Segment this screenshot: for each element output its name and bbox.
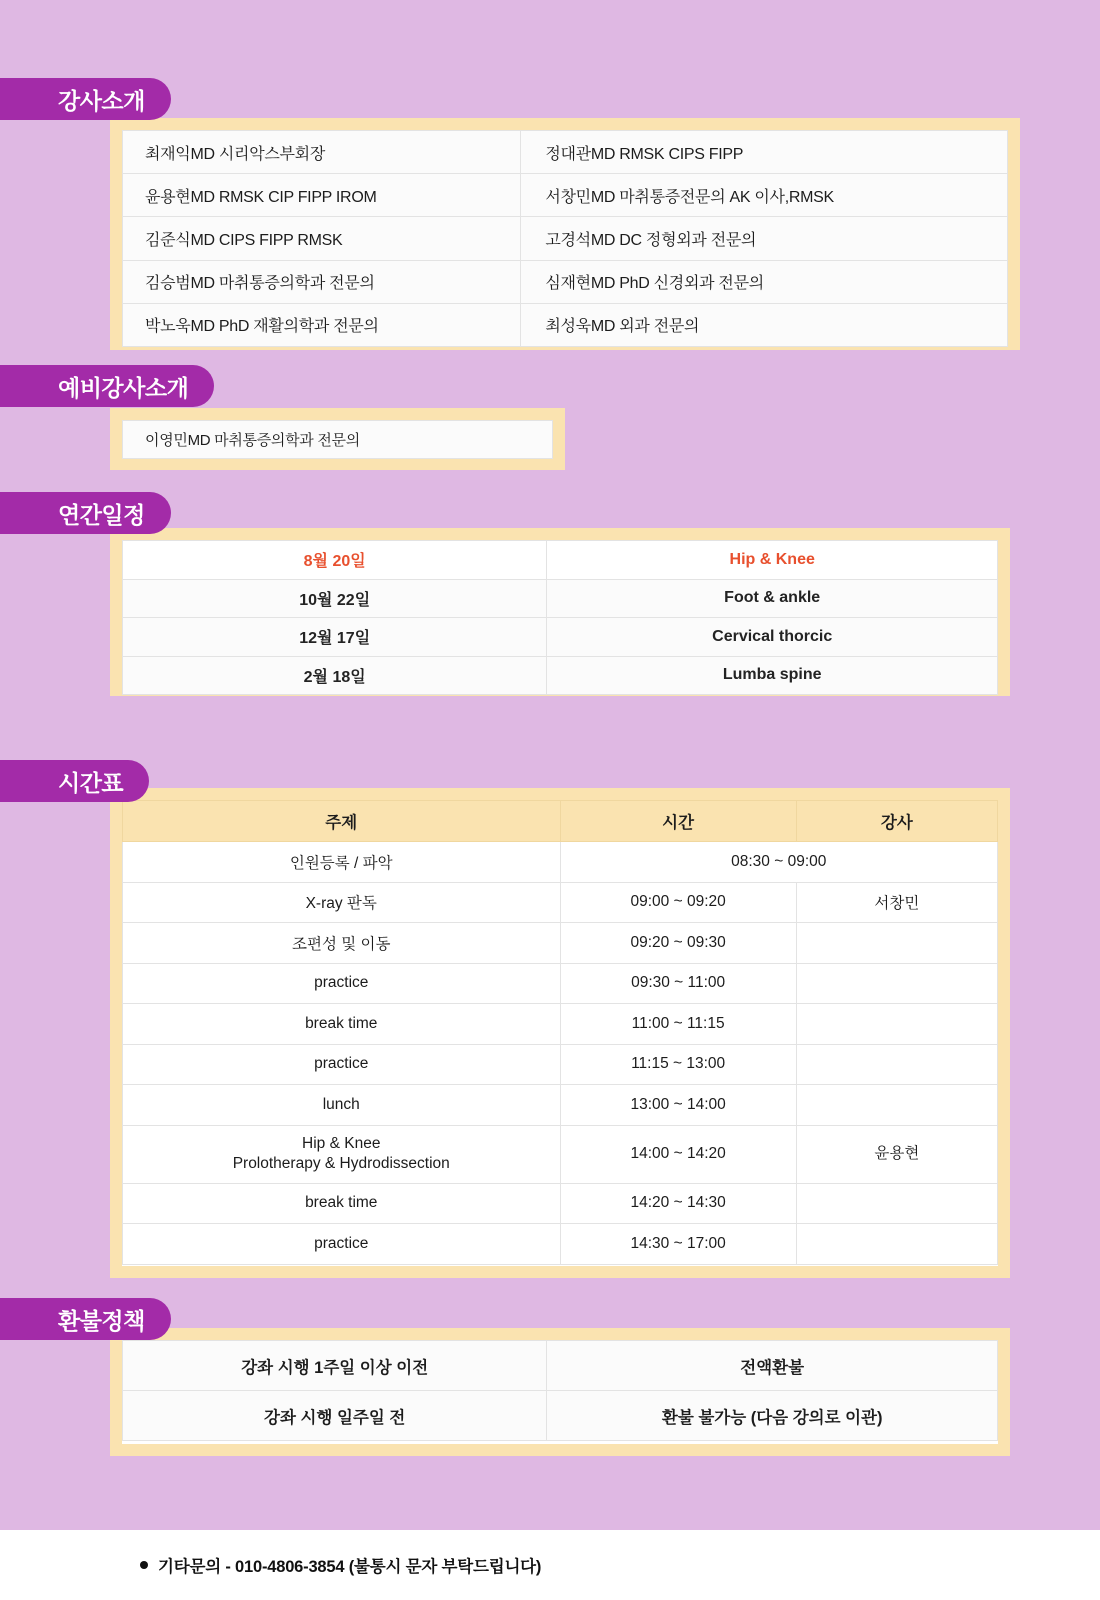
- table-row: [123, 1125, 998, 1183]
- section-tab-lecturers-label: 강사소개: [58, 87, 145, 114]
- annual-schedule-card-inner: [122, 540, 998, 684]
- lecturer-cell: 김승범MD 마취통증의학과 전문의: [123, 260, 521, 303]
- refund-result: 환불 불가능 (다음 강의로 이관): [547, 1391, 998, 1441]
- table-row: [123, 618, 998, 657]
- table-row: [123, 217, 1008, 260]
- table-row: [123, 1341, 998, 1391]
- table-row: [123, 842, 998, 883]
- table-row: [123, 1004, 998, 1045]
- timetable-topic: practice: [123, 1224, 561, 1265]
- timetable-topic: break time: [123, 1004, 561, 1045]
- timetable-lecturer: [796, 923, 997, 964]
- timetable-lecturer: [796, 1183, 997, 1224]
- table-row: [123, 1224, 998, 1265]
- annual-schedule-table: [122, 540, 998, 695]
- section-tab-annual-schedule: [0, 492, 171, 534]
- pre-lecturers-card-inner: [122, 420, 553, 458]
- lecturers-card-inner: [122, 130, 1008, 338]
- timetable-lecturer: [796, 1085, 997, 1126]
- lecturer-cell: 고경석MD DC 정형외과 전문의: [521, 217, 1008, 260]
- schedule-date: 2월 18일: [123, 656, 547, 695]
- lecturers-table: [122, 130, 1008, 347]
- table-row: [123, 131, 1008, 174]
- timetable-topic: 조편성 및 이동: [123, 923, 561, 964]
- timetable-topic: X-ray 판독: [123, 882, 561, 923]
- timetable-card: [110, 788, 1010, 1278]
- timetable-time: 09:30 ~ 11:00: [560, 963, 796, 1004]
- table-row: [123, 303, 1008, 346]
- refund-condition: 강좌 시행 1주일 이상 이전: [123, 1341, 547, 1391]
- table-row: [123, 1183, 998, 1224]
- table-row: [123, 579, 998, 618]
- pre-lecturers-table: [122, 420, 553, 459]
- timetable-lecturer: [796, 963, 997, 1004]
- section-tab-timetable-label: 시간표: [58, 769, 124, 796]
- table-row: [123, 923, 998, 964]
- lecturer-cell: 심재현MD PhD 신경외과 전문의: [521, 260, 1008, 303]
- timetable-header-topic: 주제: [123, 801, 561, 842]
- timetable-header-lecturer: 강사: [796, 801, 997, 842]
- footer-contact-text: 기타문의 - 010-4806-3854 (불통시 문자 부탁드립니다): [158, 1558, 542, 1576]
- lecturer-cell: 최재익MD 시리악스부회장: [123, 131, 521, 174]
- table-row: [123, 260, 1008, 303]
- timetable-time: 14:00 ~ 14:20: [560, 1125, 796, 1183]
- pre-lecturer-cell: 이영민MD 마취통증의학과 전문의: [123, 421, 553, 459]
- table-row: [123, 882, 998, 923]
- section-tab-annual-schedule-label: 연간일정: [58, 501, 145, 528]
- timetable-card-inner: [122, 800, 998, 1266]
- lecturer-cell: 김준식MD CIPS FIPP RMSK: [123, 217, 521, 260]
- timetable-topic: break time: [123, 1183, 561, 1224]
- timetable-time: 13:00 ~ 14:00: [560, 1085, 796, 1126]
- table-row: [123, 656, 998, 695]
- timetable-time: 14:20 ~ 14:30: [560, 1183, 796, 1224]
- timetable-lecturer: [796, 1224, 997, 1265]
- timetable-header-time: 시간: [560, 801, 796, 842]
- timetable-time: 11:00 ~ 11:15: [560, 1004, 796, 1045]
- timetable-lecturer: [796, 1044, 997, 1085]
- table-row: [123, 1044, 998, 1085]
- timetable-time: 11:15 ~ 13:00: [560, 1044, 796, 1085]
- lecturer-cell: 윤용현MD RMSK CIP FIPP IROM: [123, 174, 521, 217]
- lecturers-card: [110, 118, 1020, 350]
- refund-policy-card-inner: [122, 1340, 998, 1444]
- section-tab-timetable: [0, 760, 149, 802]
- table-row: [123, 963, 998, 1004]
- table-header-row: [123, 801, 998, 842]
- annual-schedule-card: [110, 528, 1010, 696]
- refund-condition: 강좌 시행 일주일 전: [123, 1391, 547, 1441]
- schedule-topic: Lumba spine: [547, 656, 998, 695]
- lecturer-cell: 서창민MD 마취통증전문의 AK 이사,RMSK: [521, 174, 1008, 217]
- footer-contact: [0, 1530, 1100, 1600]
- timetable-time: 08:30 ~ 09:00: [560, 842, 998, 883]
- timetable-time: 09:00 ~ 09:20: [560, 882, 796, 923]
- section-tab-refund-policy-label: 환불정책: [58, 1307, 145, 1334]
- table-row: [123, 1391, 998, 1441]
- refund-result: 전액환불: [547, 1341, 998, 1391]
- table-row: [123, 174, 1008, 217]
- timetable-table: [122, 800, 998, 1265]
- section-tab-refund-policy: [0, 1298, 171, 1340]
- lecturer-cell: 박노욱MD PhD 재활의학과 전문의: [123, 303, 521, 346]
- refund-policy-card: [110, 1328, 1010, 1456]
- schedule-topic: Hip & Knee: [547, 541, 998, 580]
- lecturer-cell: 최성욱MD 외과 전문의: [521, 303, 1008, 346]
- timetable-topic: Hip & Knee Prolotherapy & Hydrodissection: [123, 1125, 561, 1183]
- section-tab-pre-lecturers-label: 예비강사소개: [58, 374, 189, 401]
- pre-lecturers-card: [110, 408, 565, 470]
- table-row: [123, 541, 998, 580]
- schedule-date: 10월 22일: [123, 579, 547, 618]
- timetable-lecturer: [796, 1004, 997, 1045]
- table-row: [123, 421, 553, 459]
- bullet-icon: [140, 1561, 148, 1569]
- timetable-topic: lunch: [123, 1085, 561, 1126]
- schedule-date: 12월 17일: [123, 618, 547, 657]
- schedule-topic: Foot & ankle: [547, 579, 998, 618]
- timetable-lecturer: 서창민: [796, 882, 997, 923]
- refund-policy-table: [122, 1340, 998, 1441]
- table-row: [123, 1085, 998, 1126]
- timetable-topic: 인원등록 / 파악: [123, 842, 561, 883]
- timetable-time: 14:30 ~ 17:00: [560, 1224, 796, 1265]
- timetable-topic: practice: [123, 1044, 561, 1085]
- schedule-topic: Cervical thorcic: [547, 618, 998, 657]
- section-tab-pre-lecturers: [0, 365, 214, 407]
- timetable-topic: practice: [123, 963, 561, 1004]
- timetable-time: 09:20 ~ 09:30: [560, 923, 796, 964]
- timetable-lecturer: 윤용현: [796, 1125, 997, 1183]
- schedule-date: 8월 20일: [123, 541, 547, 580]
- lecturer-cell: 정대관MD RMSK CIPS FIPP: [521, 131, 1008, 174]
- section-tab-lecturers: [0, 78, 171, 120]
